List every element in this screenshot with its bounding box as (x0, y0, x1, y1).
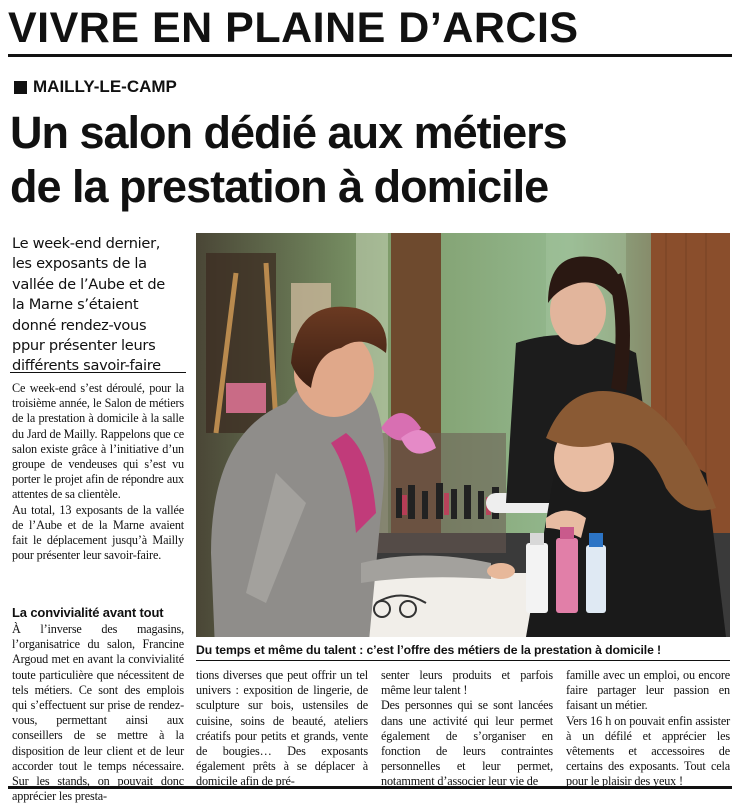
article-lead (12, 234, 184, 377)
lead-line: différents savoir-faire (12, 357, 161, 375)
body-column-1 (12, 381, 184, 563)
body-paragraph: Ce week-end s’est déroulé, pour la troisième année, le Salon de métiers de la prestation à domicile à la salle du Jard de Mailly. Rappelons que ce salon existe grâce à l’initiative d’un groupe de vendeuses qui s’est vu porter le projet afin de répondre aux attentes de sa clientèle. (12, 381, 184, 502)
body-column-2 (196, 668, 368, 790)
location-kicker (14, 76, 177, 98)
lead-line: ppur présenter leurs (12, 337, 156, 355)
body-paragraph: Au total, 13 exposants de la vallée de l’Aube et de la Marne avaient fait le déplacement jusqu’à Mailly pour présenter leur savoir-faire. (12, 502, 184, 563)
body-column-3 (381, 668, 553, 790)
body-paragraph: tions diverses que peut offrir un tel univers : exposition de lingerie, de sculpture sur bois, ustensiles de cuisine, soins de beauté, ateliers créatifs pour petits et grands, vente de bougies… Des exposants également prêts à se déplacer à domicile afin de pré- (196, 668, 368, 789)
body-column-4 (566, 668, 730, 790)
lead-line: vallée de l’Aube et de (12, 275, 165, 293)
article-headline (10, 106, 730, 214)
square-bullet-icon (14, 81, 27, 94)
article-photo (196, 233, 730, 637)
photo-caption: Du temps et même du talent : c’est l’offre des métiers de la prestation à domicile ! (196, 640, 730, 661)
body-paragraph: senter leurs produits et parfois même leur talent ! (381, 668, 553, 698)
lead-line: les exposants de la (12, 255, 147, 273)
body-column-1-continued (12, 600, 184, 804)
body-paragraph: famille avec un emploi, ou encore faire partager leur passion en faisant un métier. (566, 668, 730, 713)
headline-line-1: Un salon dédié aux métiers (10, 107, 567, 158)
headline-line-2: de la prestation à domicile (10, 161, 549, 212)
body-paragraph: Vers 16 h on pouvait enfin assister à un défilé et apprécier les vêtements et accessoires de certains des exposants. Tout cela pour le plaisir des yeux ! (566, 713, 730, 789)
lead-line: la Marne s’étaient (12, 296, 139, 314)
body-paragraph: Des personnes qui se sont lancées dans une activité qui leur permet également de s’organiser en fonction de leurs contraintes personnelles et leur permet, notamment d’associer leur vie de (381, 698, 553, 789)
salon-scene-illustration (196, 233, 730, 637)
subheading: La convivialité avant tout (12, 605, 164, 620)
lead-divider (10, 372, 186, 373)
body-paragraph: À l’inverse des magasins, l’organisatrice du salon, Francine Argoud met en avant la convivialité toute particulière que nécessitent de tels métiers. Ce sont des emplois qui s’effectuent sur prise de rendez-vous, permettant ainsi aux conseillers de se mettre à la disposition de leur client et de leur accorder tout le temps nécessaire. Sur les stands, on pouvait donc apprécier les presta- (12, 622, 184, 804)
bottom-rule (8, 786, 732, 789)
lead-line: donné rendez-vous (12, 316, 147, 334)
section-rubric: VIVRE EN PLAINE D’ARCIS (8, 4, 732, 57)
lead-line: Le week-end dernier, (12, 235, 161, 252)
location-label: MAILLY-LE-CAMP (33, 77, 177, 96)
